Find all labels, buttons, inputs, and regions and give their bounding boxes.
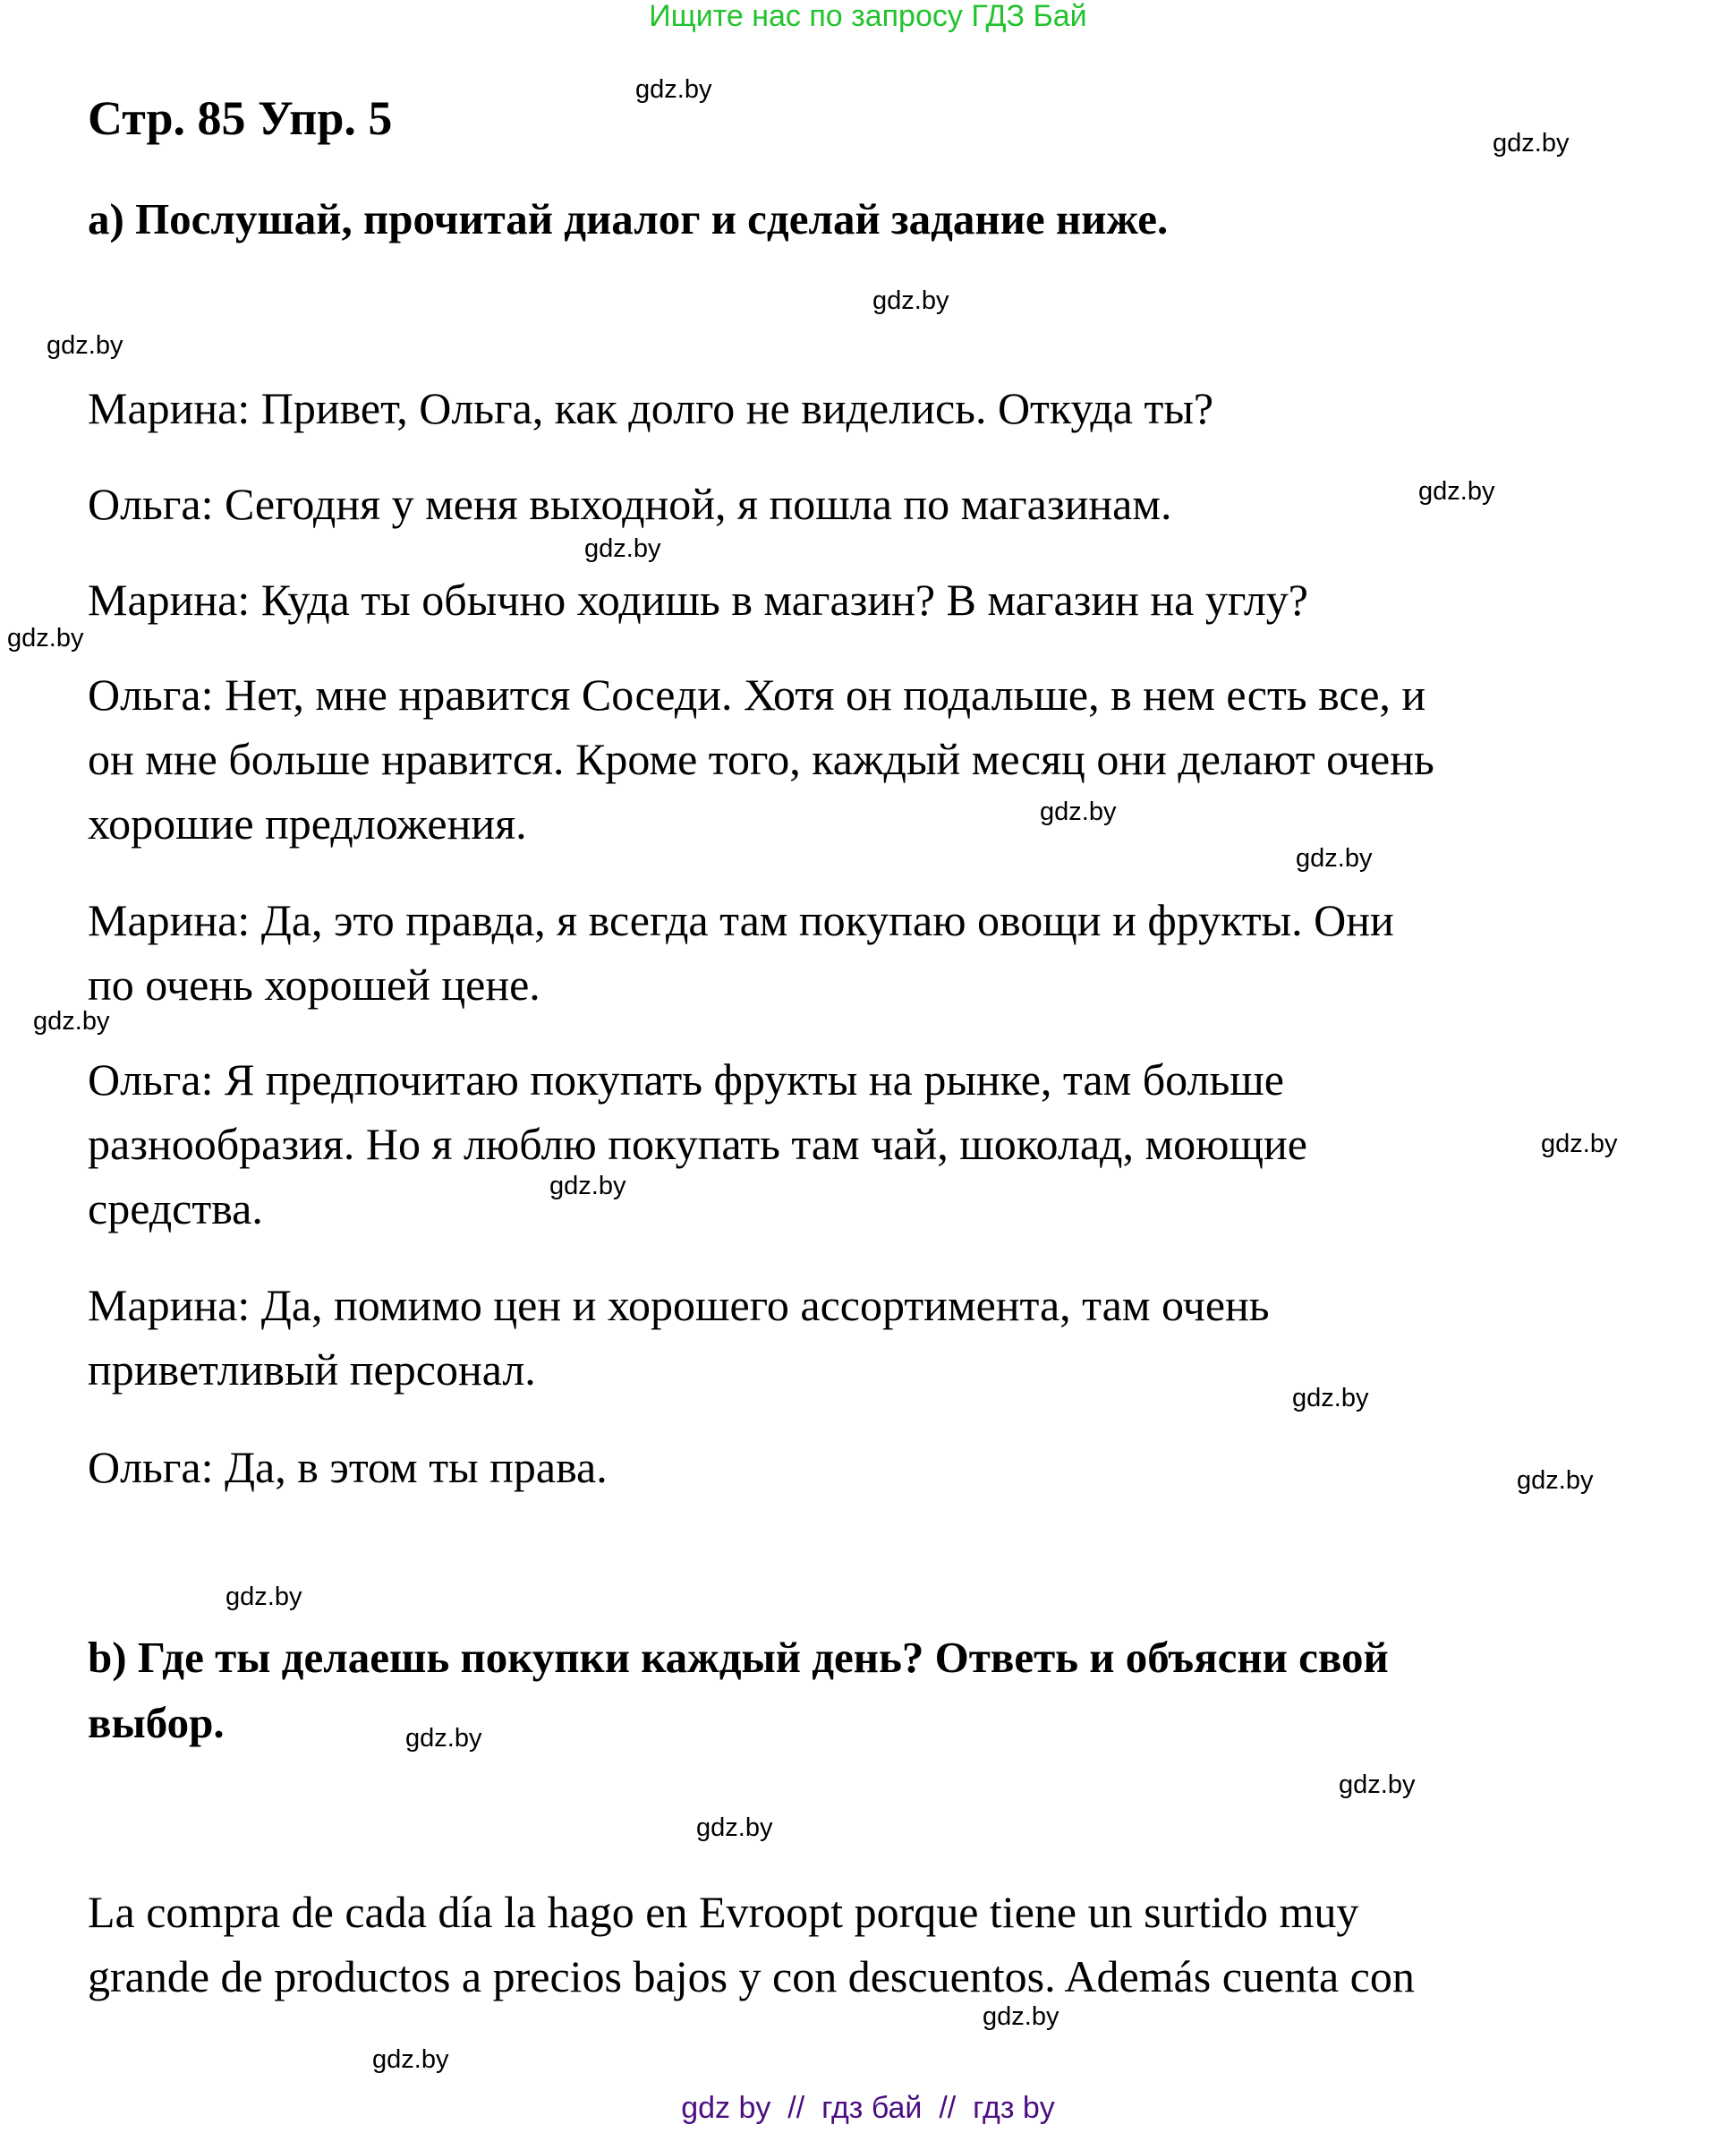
watermark: gdz.by bbox=[1292, 1384, 1369, 1412]
dialog-line-text: хорошие предложения. bbox=[88, 798, 527, 849]
watermark: gdz.by bbox=[405, 1724, 482, 1753]
dialog-line: Ольга: Сегодня у меня выходной, я пошла по магазинам. bbox=[88, 479, 1172, 529]
watermark: gdz.by bbox=[635, 75, 712, 104]
watermark: gdz.by bbox=[372, 2045, 449, 2074]
dialog-line-text: он мне больше нравится. Кроме того, каждый месяц они делают очень bbox=[88, 734, 1434, 784]
task-b-text: b) Где ты делаешь покупки каждый день? Ответь и объясни свой bbox=[88, 1633, 1389, 1682]
dialog-line-text: по очень хорошей цене. bbox=[88, 960, 540, 1010]
watermark: gdz.by bbox=[872, 286, 949, 315]
dialog-line-text: Марина: Да, помимо цен и хорошего ассортимента, там очень bbox=[88, 1280, 1270, 1330]
dialog-line-text: разнообразия. Но я люблю покупать там чай, шоколад, моющие bbox=[88, 1119, 1307, 1169]
watermark: gdz.by bbox=[7, 624, 84, 653]
dialog-line bbox=[88, 888, 1716, 1017]
watermark: gdz.by bbox=[1339, 1770, 1416, 1799]
watermark: gdz.by bbox=[549, 1172, 626, 1200]
answer-paragraph bbox=[88, 1880, 1716, 2009]
dialog-line-text: Ольга: Я предпочитаю покупать фрукты на рынке, там больше bbox=[88, 1054, 1284, 1105]
task-a-heading: a) Послушай, прочитай диалог и сделай задание ниже. bbox=[88, 194, 1169, 243]
dialog-line: Марина: Куда ты обычно ходишь в магазин? В магазин на углу? bbox=[88, 575, 1308, 625]
watermark: gdz.by bbox=[983, 2002, 1059, 2031]
watermark: gdz.by bbox=[1040, 798, 1117, 826]
dialog-line: Марина: Привет, Ольга, как долго не виделись. Откуда ты? bbox=[88, 383, 1214, 433]
dialog-line-text: приветливый персонал. bbox=[88, 1344, 536, 1395]
dialog-line-text: Марина: Да, это правда, я всегда там покупаю овощи и фрукты. Они bbox=[88, 895, 1394, 945]
answer-text: grande de productos a precios bajos y con descuentos. Además cuenta con bbox=[88, 1951, 1415, 2001]
page-title: Стр. 85 Упр. 5 bbox=[88, 91, 393, 145]
watermark: gdz.by bbox=[1296, 844, 1373, 873]
dialog-line: Ольга: Да, в этом ты права. bbox=[88, 1442, 608, 1492]
dialog-line bbox=[88, 662, 1716, 856]
dialog-line-text: Ольга: Нет, мне нравится Соседи. Хотя он подальше, в нем есть все, и bbox=[88, 670, 1426, 720]
task-b-heading bbox=[88, 1625, 1698, 1755]
search-banner[interactable]: Ищите нас по запросу ГДЗ Бай bbox=[649, 0, 1087, 33]
watermark: gdz.by bbox=[584, 534, 661, 563]
task-b-text: выбор. bbox=[88, 1698, 225, 1747]
footer-banner[interactable]: gdz by // гдз бай // гдз by bbox=[681, 2091, 1055, 2125]
watermark: gdz.by bbox=[1493, 129, 1570, 158]
dialog-line-text: средства. bbox=[88, 1183, 263, 1233]
watermark: gdz.by bbox=[696, 1813, 773, 1842]
watermark: gdz.by bbox=[47, 331, 123, 360]
watermark: gdz.by bbox=[1517, 1466, 1594, 1495]
watermark: gdz.by bbox=[33, 1007, 110, 1036]
watermark: gdz.by bbox=[1418, 477, 1495, 506]
dialog-line bbox=[88, 1047, 1716, 1241]
watermark: gdz.by bbox=[1541, 1130, 1618, 1158]
watermark: gdz.by bbox=[226, 1583, 302, 1611]
dialog-line bbox=[88, 1273, 1716, 1402]
answer-text: La compra de cada día la hago en Evroopt porque tiene un surtido muy bbox=[88, 1887, 1359, 1937]
